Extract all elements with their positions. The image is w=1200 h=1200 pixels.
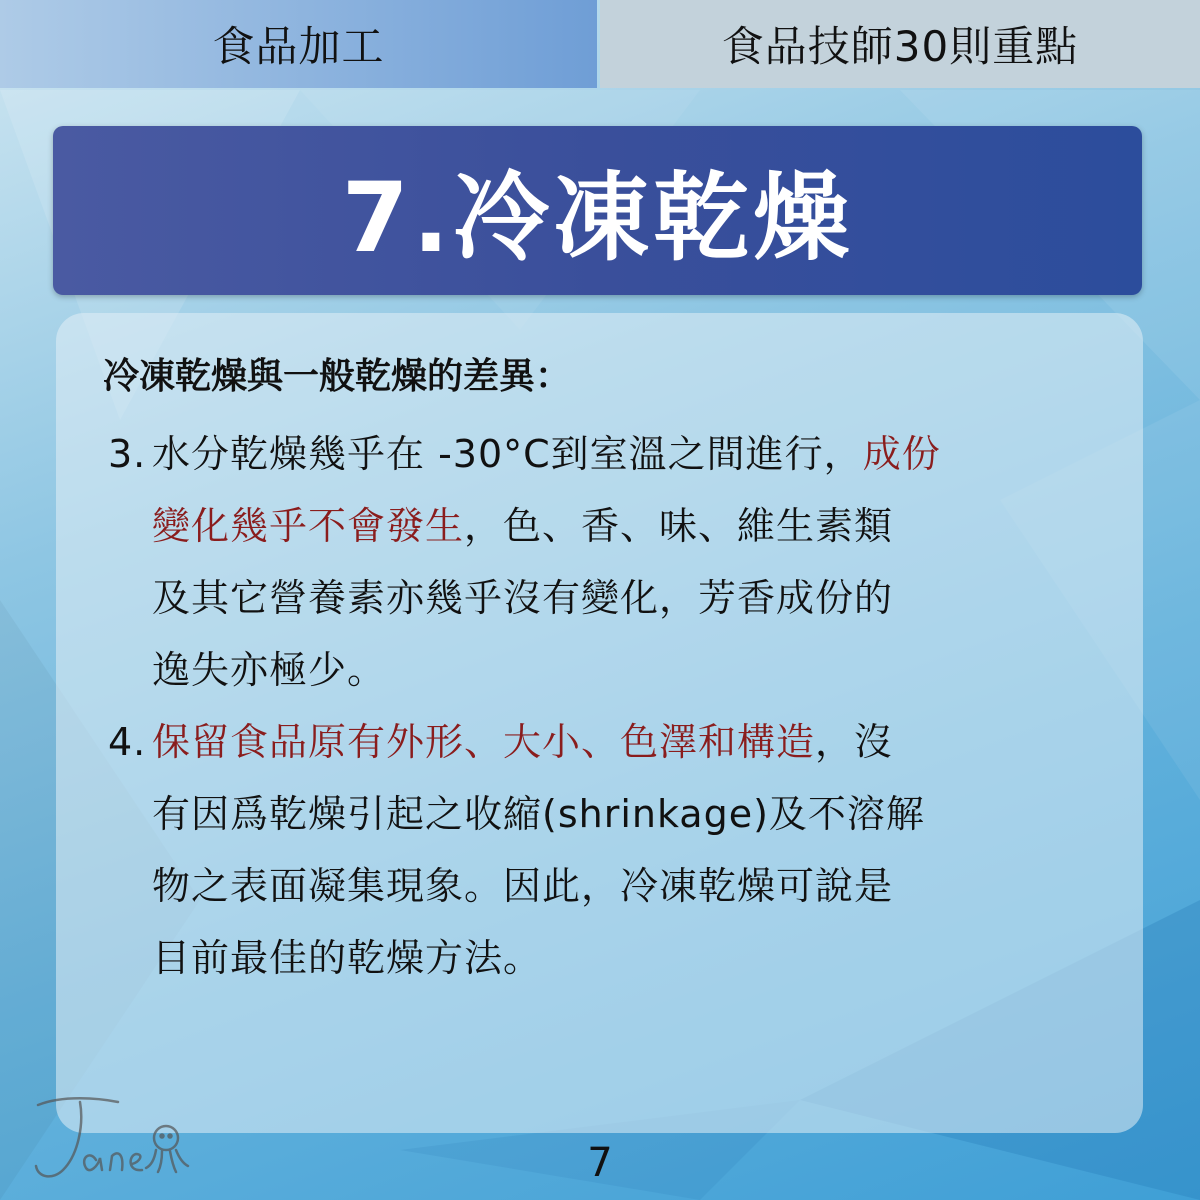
page-title: 7.冷凍乾燥 bbox=[341, 162, 854, 274]
item-text: 有因爲乾燥引起之收縮(shrinkage)及不溶解 bbox=[152, 792, 925, 836]
list-item bbox=[108, 706, 1108, 994]
item-number: 4. bbox=[108, 720, 147, 764]
title-banner bbox=[53, 126, 1142, 295]
item-text: 及其它營養素亦幾乎沒有變化，芳香成份的 bbox=[152, 576, 894, 620]
item-highlight: 變化幾乎不會發生 bbox=[152, 504, 465, 548]
item-text: ，沒 bbox=[815, 720, 894, 764]
list-item bbox=[108, 418, 1108, 706]
item-highlight: 保留食品原有外形、大小、色澤和構造 bbox=[152, 720, 816, 764]
item-text: 物之表面凝集現象。因此，冷凍乾燥可說是 bbox=[152, 864, 894, 908]
item-number: 3. bbox=[108, 432, 147, 476]
item-text: 目前最佳的乾燥方法。 bbox=[152, 936, 543, 980]
tab-right-label: 食品技師30則重點 bbox=[721, 22, 1079, 71]
item-text: 逸失亦極少。 bbox=[152, 648, 387, 692]
tab-food-processing bbox=[0, 0, 597, 88]
jane-signature-logo bbox=[18, 1090, 198, 1185]
item-text: ，色、香、味、維生素類 bbox=[464, 504, 894, 548]
page-number: 7 bbox=[587, 1140, 613, 1186]
section-subtitle: 冷凍乾燥與一般乾燥的差異： bbox=[103, 356, 572, 397]
tab-key-points bbox=[600, 0, 1200, 88]
item-text: 水分乾燥幾乎在 -30°C到室溫之間進行， bbox=[152, 432, 863, 476]
item-highlight: 成份 bbox=[862, 432, 941, 476]
tab-left-label: 食品加工 bbox=[212, 22, 385, 71]
